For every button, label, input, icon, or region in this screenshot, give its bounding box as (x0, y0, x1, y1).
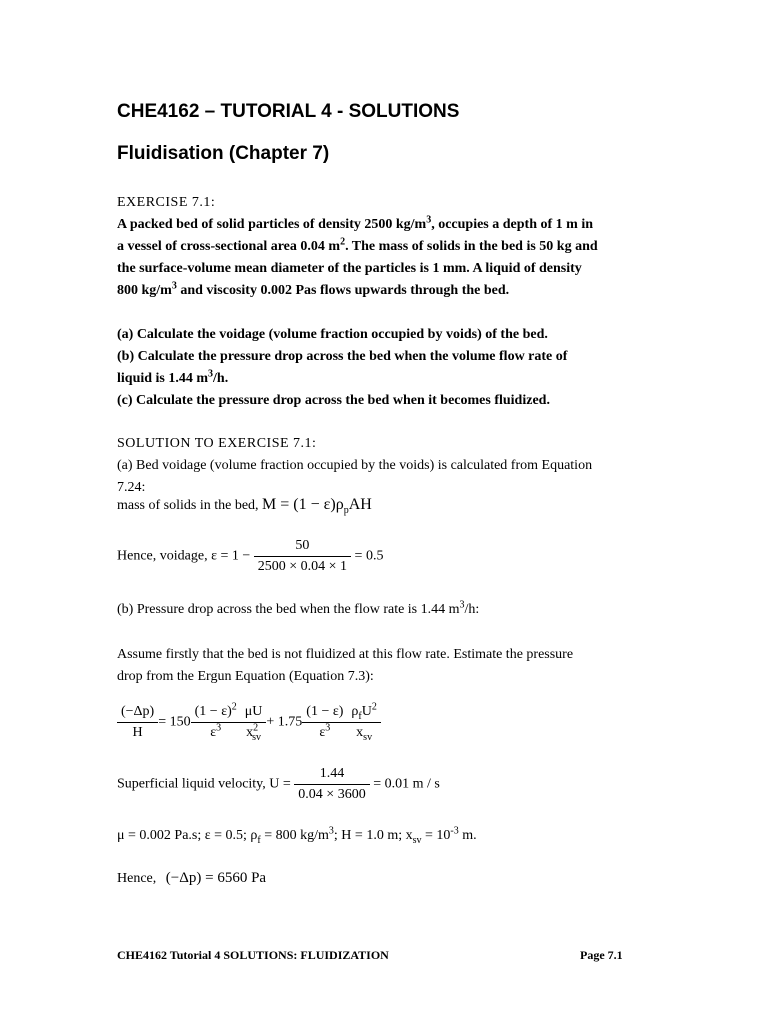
result-line: Hence, (−Δp) = 6560 Pa (117, 870, 267, 886)
exercise-section (117, 192, 657, 412)
voidage-equation-line: Hence, voidage, ε = 1 − $\frac{50}{2500 \times 0.04 \times 1}$ = 0.5 (117, 538, 384, 574)
ergun-fraction-4: $\frac{\rho_fU^2}{x_{sv}}$ (347, 704, 380, 741)
ergun-lhs-fraction: $\frac{(-\Delta p)}{H}$ (117, 704, 158, 741)
question-b-line-1: (b) Calculate the pressure drop across the bed when the volume flow rate of (117, 349, 568, 364)
exercise-heading: EXERCISE 7.1: (117, 195, 216, 210)
solution-a-line-2: 7.24: (117, 480, 146, 495)
exercise-text-line-1: A packed bed of solid particles of density 2500 $kg/m^3$, occupies a depth of 1 m in (117, 214, 593, 232)
velocity-fraction: $\frac{1.44}{0.04 \times 3600}$ (294, 766, 369, 803)
exercise-text-line-4: 800 $kg/m^3$ and viscosity 0.002 Pas flows upwards through the bed. (117, 280, 510, 298)
assume-line-2: drop from the Ergun Equation (Equation 7.3): (117, 669, 374, 684)
voidage-fraction: $\frac{50}{2500 \times 0.04 \times 1}$ (254, 538, 351, 575)
solution-a-line-1: (a) Bed voidage (volume fraction occupied by the voids) is calculated from Equation (117, 458, 593, 473)
velocity-equation-line: Superficial liquid velocity, U = $\frac{1.44}{0.04 \times 3600}$ = 0.01 m / s (117, 766, 440, 802)
parameters-line: μ = 0.002 Pa.s; ε = 0.5; $\rho_f = 800$ $kg/m^3$; H = 1.0 m; $x_{sv} = 10^{-3}$ m. (117, 825, 477, 846)
page-title: CHE4162 – TUTORIAL 4 - SOLUTIONS (117, 101, 460, 122)
assume-paragraph (117, 644, 657, 688)
solution-b-line: (b) Pressure drop across the bed when the flow rate is 1.44 $m^3/h$: (117, 599, 480, 617)
exercise-text-line-2: a vessel of cross-sectional area 0.04 $m^2$. The mass of solids in the bed is 50 kg and (117, 236, 598, 254)
page-subtitle: Fluidisation (Chapter 7) (117, 143, 330, 164)
footer-left: CHE4162 Tutorial 4 SOLUTIONS: FLUIDIZATION (117, 948, 389, 962)
ergun-equation: $\frac{(-\Delta p)}{H}$ = 150 $\frac{(1 - \varepsilon)^2}{\varepsilon^3}$ $\frac{\mu U}{x^2_{sv}}$ + 1.75 $\frac{(1 - \varepsilon)}{\varepsilon^3}$ $\frac{\rho_fU^2}{x_{sv}}$ (117, 704, 381, 741)
question-a: (a) Calculate the voidage (volume fraction occupied by voids) of the bed. (117, 327, 548, 342)
assume-line-1: Assume firstly that the bed is not fluidized at this flow rate. Estimate the pressure (117, 647, 574, 662)
footer-page-number: Page 7.1 (580, 948, 623, 962)
solution-section (117, 433, 657, 499)
ergun-fraction-2: $\frac{\mu U}{x^2_{sv}}$ (241, 704, 267, 741)
mass-equation-line: mass of solids in the bed, $M = (1 - \varepsilon)\rho_pAH$ (117, 496, 372, 517)
question-c: (c) Calculate the pressure drop across the bed when it becomes fluidized. (117, 393, 550, 408)
exercise-text-line-3: the surface-volume mean diameter of the particles is 1 mm. A liquid of density (117, 261, 582, 276)
solution-heading: SOLUTION TO EXERCISE 7.1: (117, 436, 317, 451)
question-b-line-2: liquid is 1.44 $m^3/h$. (117, 368, 229, 386)
ergun-fraction-3: $\frac{(1 - \varepsilon)}{\varepsilon^3}$ (302, 704, 347, 741)
ergun-fraction-1: $\frac{(1 - \varepsilon)^2}{\varepsilon^3}$ (191, 704, 241, 741)
blank-line (117, 302, 657, 324)
